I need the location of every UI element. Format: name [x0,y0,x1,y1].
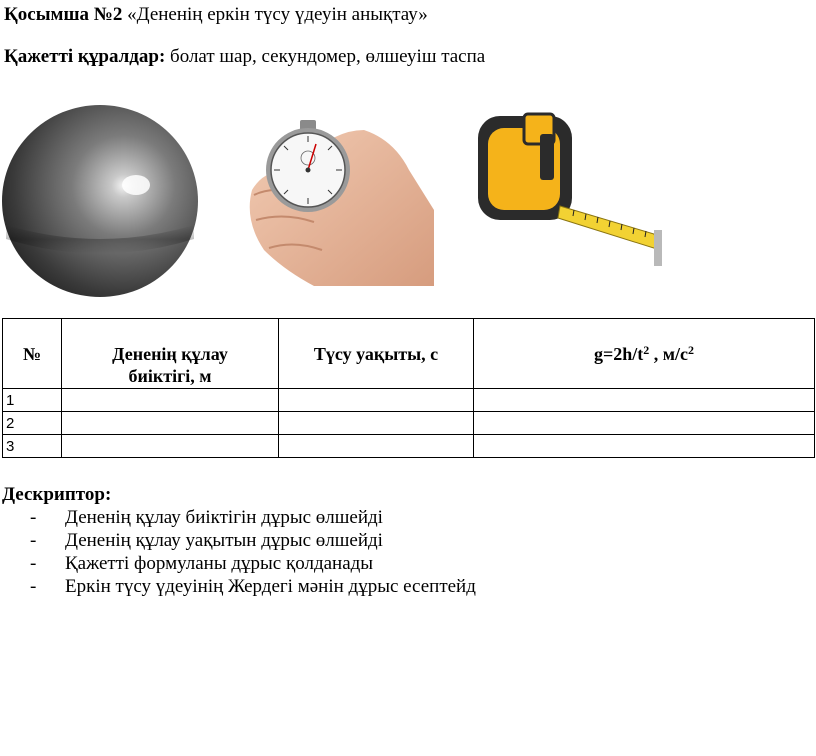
g-formula: g=2h/t [593,344,644,364]
descriptor-text: Дененің құлау биіктігін дұрыс өлшейді [65,507,383,528]
g-cell[interactable] [474,412,815,435]
time-cell[interactable] [279,435,474,458]
time-cell[interactable] [279,389,474,412]
column-height-header [62,319,279,389]
appendix-title-text: «Дененің еркін түсу үдеуін анықтау» [122,4,428,25]
list-item [30,529,476,552]
time-cell[interactable] [279,412,474,435]
descriptor-text: Қажетті формуланы дұрыс қолданады [65,553,374,574]
g-unit-exponent: 2 [688,343,695,357]
table-row [3,389,815,412]
table-header-row [3,319,815,389]
row-number: 3 [3,435,62,458]
measurement-table [2,318,815,458]
list-bullet: - [30,553,37,574]
height-cell[interactable] [62,435,279,458]
list-bullet: - [30,507,37,528]
column-height-line1: Дененің құлау [112,344,228,364]
descriptor-text: Еркін түсу үдеуінің Жердегі мәнін дұрыс есептейд [65,576,476,597]
required-tools-list: болат шар, секундомер, өлшеуіш таспа [165,46,486,67]
list-bullet: - [30,530,37,551]
table-row [3,412,815,435]
descriptor-list [30,506,476,598]
g-cell[interactable] [474,435,815,458]
required-tools [4,46,485,68]
g-formula-exponent: 2 [643,343,650,357]
g-unit: , м/с [649,344,689,364]
column-time-header: Түсу уақыты, с [279,319,474,389]
descriptor-text: Дененің құлау уақытын дұрыс өлшейді [65,530,383,551]
row-number: 1 [3,389,62,412]
list-item [30,552,476,575]
required-tools-label: Қажетті құралдар: [4,46,166,67]
height-cell[interactable] [62,412,279,435]
height-cell[interactable] [62,389,279,412]
row-number: 2 [3,412,62,435]
descriptor-heading: Дескриптор: [2,484,112,505]
column-g-header [474,319,815,389]
appendix-number: Қосымша №2 [4,4,123,25]
column-height-line2: биіктігі, м [128,366,212,386]
list-item [30,506,476,529]
list-bullet: - [30,576,37,597]
steel-ball-image [0,103,200,299]
list-item [30,575,476,598]
stopwatch-image [244,100,436,286]
column-number-header: № [3,319,62,389]
measuring-tape-image [474,110,666,270]
g-cell[interactable] [474,389,815,412]
table-row [3,435,815,458]
appendix-title [4,4,428,26]
